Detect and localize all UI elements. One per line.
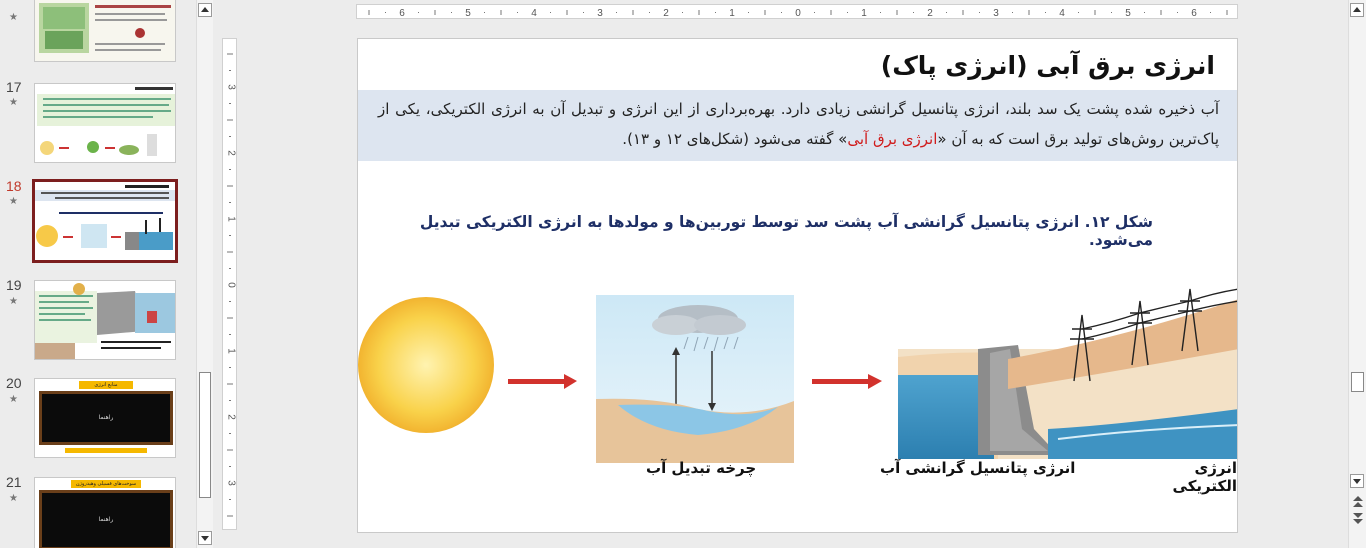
slide-number: 18 (6, 178, 22, 194)
animation-star-icon: ★ (9, 493, 18, 504)
slide-number: 17 (6, 79, 22, 95)
slide-number: 20 (6, 375, 22, 391)
scroll-up-button[interactable] (198, 3, 212, 17)
ruler-number: 2 (927, 8, 933, 19)
ruler-ticks (223, 39, 238, 531)
ruler-number: 3 (597, 8, 603, 19)
thumbnail-footer-bar (65, 448, 147, 453)
slide-thumbnail-pane (0, 0, 196, 548)
double-chevron-up-icon (1352, 495, 1364, 509)
scroll-down-button[interactable] (198, 531, 212, 545)
double-chevron-down-icon (1352, 511, 1364, 525)
ruler-number: 5 (1125, 8, 1131, 19)
thumbnail-video-placeholder: راهنما (39, 391, 173, 445)
triangle-down-icon (1351, 475, 1363, 487)
ruler-number: 1 (729, 8, 735, 19)
slide-thumbnail-18[interactable] (32, 179, 178, 263)
figure-caption[interactable]: شکل ۱۲. انرژی پتانسیل گرانشی آب پشت سد توسط توربین‌ها و مولدها به انرژی الکتریکی تبدیل می‌شود. (419, 213, 1153, 249)
sun-icon (358, 297, 494, 433)
thumbnail-video-placeholder: راهنما (39, 490, 173, 548)
slide-number: 19 (6, 277, 22, 293)
animation-star-icon: ★ (9, 97, 18, 108)
ruler-number: 1 (225, 348, 237, 354)
ruler-number: 0 (225, 282, 237, 288)
slide-canvas[interactable] (357, 38, 1238, 533)
ruler-number: 1 (861, 8, 867, 19)
ruler-number: 2 (225, 414, 237, 420)
slide-number: 21 (6, 474, 22, 490)
slide-thumbnail-17[interactable] (34, 83, 176, 163)
ruler-number: 3 (993, 8, 999, 19)
next-slide-button[interactable] (1352, 510, 1364, 529)
hydro-energy-illustration (358, 279, 1238, 479)
thumbnail-banner: سوخت‌های فسیلی وهیدروژن (71, 480, 141, 488)
dam-power-lines-icon (898, 289, 1238, 459)
slide-thumbnail-20[interactable] (34, 378, 176, 458)
slide-thumbnail-19[interactable] (34, 280, 176, 360)
ruler-number: 6 (399, 8, 405, 19)
animation-star-icon: ★ (9, 196, 18, 207)
scrollbar-thumb[interactable] (1351, 372, 1364, 392)
ruler-number: 5 (465, 8, 471, 19)
ruler-number: 3 (225, 480, 237, 486)
label-electric-energy[interactable]: انرژی الکتریکی (1172, 459, 1237, 495)
ruler-number: 1 (225, 216, 237, 222)
scroll-up-button[interactable] (1350, 3, 1364, 17)
ruler-number: 2 (225, 150, 237, 156)
animation-star-icon: ★ (9, 12, 18, 23)
main-scrollbar[interactable] (1348, 0, 1366, 548)
ruler-number: 6 (1191, 8, 1197, 19)
triangle-up-icon (199, 4, 211, 16)
slide-body-text[interactable] (358, 90, 1238, 161)
triangle-down-icon (199, 532, 211, 544)
horizontal-ruler[interactable] (356, 4, 1238, 19)
ruler-number: 4 (1059, 8, 1065, 19)
body-text: آب ذخیره شده پشت یک سد بلند، انرژی پتانسیل گرانشی زیادی دارد. بهره‌برداری از این انرژی و تبدیل آن به انرژی الکتریکی، یکی از پاک‌ترین روش‌های تولید برق است که به آن « (378, 100, 1219, 148)
thumbnail-scrollbar[interactable] (196, 0, 213, 548)
label-potential-energy[interactable]: انرژی پتانسیل گرانشی آب (880, 459, 1076, 477)
arrow-right-icon (508, 374, 577, 389)
scroll-down-button[interactable] (1350, 474, 1364, 488)
vertical-ruler[interactable] (222, 38, 237, 530)
ruler-number: 3 (225, 84, 237, 90)
slide-thumbnail-16[interactable] (34, 0, 176, 62)
scrollbar-thumb[interactable] (199, 372, 211, 498)
slide-thumbnail-21[interactable] (34, 477, 176, 548)
animation-star-icon: ★ (9, 394, 18, 405)
slide-title[interactable]: انرژی برق آبی (انرژی پاک) (880, 51, 1215, 80)
body-highlight-text: انرژی برق آبی (847, 130, 938, 148)
ruler-number: 4 (531, 8, 537, 19)
ruler-number: 2 (663, 8, 669, 19)
thumbnail-banner: منابع انرژی (79, 381, 133, 389)
label-water-cycle[interactable]: چرخه تبدیل آب (646, 459, 757, 477)
ruler-number: 0 (795, 8, 801, 19)
triangle-up-icon (1351, 4, 1363, 16)
animation-star-icon: ★ (9, 296, 18, 307)
water-cycle-icon (596, 295, 794, 463)
body-text: » گفته می‌شود (شکل‌های ۱۲ و ۱۳). (622, 130, 848, 148)
arrow-right-icon (812, 374, 882, 389)
ruler-ticks (357, 5, 1239, 20)
